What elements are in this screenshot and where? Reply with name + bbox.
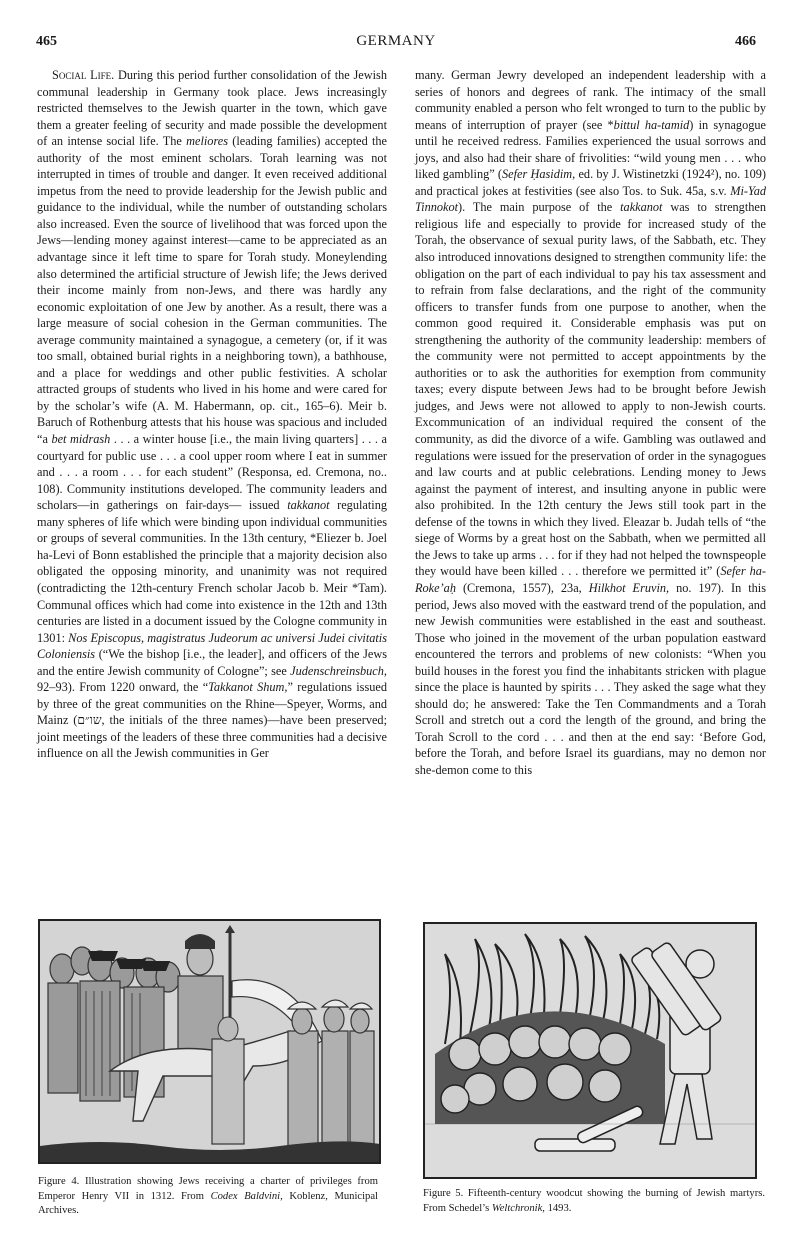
section-heading: Social Life. xyxy=(52,68,115,82)
figure-4-image xyxy=(38,919,381,1164)
left-column xyxy=(37,67,387,762)
figure-5 xyxy=(410,905,785,1235)
figure-4-caption: Figure 4. Illustration showing Jews receiving a charter of privileges from Emperor Henry VII in 1312. From Codex Baldvini, Koblenz, Municipal Archives. xyxy=(38,1176,378,1216)
continued-paragraph: many. German Jewry developed an independent leadership with a series of honors and degrees of rank. The intimacy of the small community enabled a person who felt wronged to turn to the public by means of interruption of prayer (see *bittul ha-tamid) in synagogue until he received redress. Families experienced the usual sorrows and joys, and also had their share of frivolities: “wild young men . . . who liked gambling” (Sefer Ḥasidim, ed. by J. Wistinetzki (1924²), no. 109) and practical jokes at festivities (see also Tos. to Suk. 45a, s.v. Mi-Yad Tinnokot). The main purpose of the takkanot was to strengthen religious life and especially to provide for increased study of the Torah, the observance of sexual purity laws, of the Sabbath, etc. They also introduced innovations designed to strengthen community life: the obligation on the part of each individual to pay his tax assessment and to refrain from false declarations, and the right of the community officers to transfer funds from one purpose to another, when the common good required it. Considerable emphasis was put on strengthening the authority of the community leadership: members of the community were not permitted to accept appointments by the authorities or to ask the authorities for exemption from community taxes; every dispute between Jews had to be brought before Jewish judges, and Jews were not allowed to apply to non-Jewish courts. Excommunication of an individual required the consent of the community, as did the divorce of a wife. Gambling was outlawed and regulations were issued for the preservation of order in the synagogues and law courts and at public celebrations. Lending money to Jews against the payment of interest, and insulting anyone in public were also prohibited. In the 12th century the Jews still took part in the defense of the towns in which they lived. Eleazar b. Judah tells of “the siege of Worms by a great host on the Sabbath, when we permitted all the Jews to take up arms . . . for if they had not helped the townspeople they would have been killed . . . therefore we permitted it” (Sefer ha-Roke’aḥ (Cremona, 1557), 23a, Hilkhot Eruvin, no. 197). In this period, Jews also moved with the eastward trend of the population, and new Jewish communities were established in the east and southeast. Those who joined in the movement of the urban population eastward encountered the terrors and problems of new colonists: “When you build houses in the forest you find the inhabitants stricken with plague since the place is haunted by spirits . . . They asked the sage what they should do; he answered: Take the Ten Commandments and a Torah Scroll and stretch out a cord the length of the ground, and bring the Torah Scroll to the cord . . . and then at the end say: ‘Before God, before the Torah, and before Israel its guardians, may no demon nor she-demon come to this xyxy=(415,68,766,777)
figure-4 xyxy=(28,905,393,1235)
running-head: GERMANY xyxy=(356,33,436,49)
right-column xyxy=(415,67,766,779)
figure-5-caption: Figure 5. Fifteenth-century woodcut showing the burning of Jewish martyrs. From Schedel’s Weltchronik, 1493. xyxy=(423,1188,765,1214)
charter-illustration-icon xyxy=(40,921,379,1162)
right-page-number: 466 xyxy=(735,34,756,49)
figure-5-image xyxy=(423,922,757,1179)
page-header xyxy=(36,34,756,54)
left-page-number: 465 xyxy=(36,34,57,49)
woodcut-burning-icon xyxy=(425,924,755,1177)
social-life-paragraph: Social Life. During this period further consolidation of the Jewish communal leadership in Germany took place. Jews increasingly restricted themselves to the Jewish quarter in the town, which gave them a greater feeling of security and made possible the development of an intense social life. The meliores (leading families) accepted the authority of the most eminent scholars. Torah learning was not interrupted in times of trouble and danger. It even received additional impetus from the need to provide leadership for the Jewish public and guidance to the individual, while the number of outstanding scholars also increased. Even the source of livelihood that was forced upon the Jews—lending money against interest—came to be appreciated as an advantage since it left time to spare for Torah study. Moneylending also determined the artificial structure of Jewish life; the Jews derived their income mainly from non-Jews, and there was hardly any economic exploitation of one Jew by another. As a result, there was a large measure of social cohesion in the German communities. The average community maintained a synagogue, a cemetery (or, if it was too small, obtained burial rights in a neighboring town), a bathhouse, and a place for weddings and other public festivities. A scholar attracted groups of students who lived in his home and were cared for by the scholar’s wife (A. M. Habermann, op. cit., 165–6). Meir b. Baruch of Rothenburg attests that his house was spacious and included “a bet midrash . . . a winter house [i.e., the main living quarters] . . . a courtyard for public use . . . a cool upper room where I eat in summer and . . . a room . . . for each student” (Responsa, ed. Cremona, no.. 108). Community institutions developed. The community leaders and scholars—in gatherings on fair-days— issued takkanot regulating many spheres of life which were binding upon individual communities or groups of several communities. In the 13th century, *Eliezer b. Joel ha-Levi of Bonn established the principle that a majority decision also obligated the opposing minority, and unanimity was not required (contradicting the 12th-century French scholar Jacob b. Meir *Tam). Communal offices which had come into existence in the 12th and 13th centuries are listed in a document issued by the Cologne community in 1301: Nos Episcopus, magistratus Judeorum ac universi Judei civitatis Coloniensis (“We the bishop [i.e., the leader], and officers of the Jews and the entire Jewish community of Cologne”; see Judenschreinsbuch, 92–93). From 1220 onward, the “Takkanot Shum,” regulations issued by three of the great communities on the Rhine—Speyer, Worms, and Mainz (שו״ם, the initials of the three names)—have been preserved; joint meetings of the leaders of these three communities had a decisive influence on all the Jewish communities in Ger xyxy=(37,68,387,761)
